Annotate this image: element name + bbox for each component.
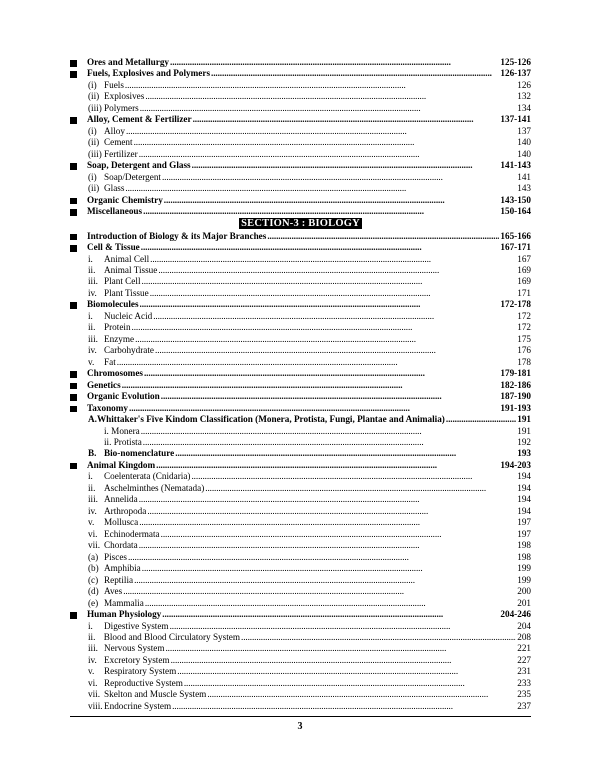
toc-topic-row	[70, 334, 531, 345]
toc-entry-title: Fertilizer	[104, 148, 138, 159]
section-heading	[70, 218, 531, 231]
toc-chapter-row	[70, 206, 531, 217]
toc-entry-number: iv.	[88, 287, 97, 298]
toc-page-range: 208	[517, 631, 531, 642]
toc-entry-title: Glass	[104, 183, 125, 194]
dot-leader	[184, 678, 516, 689]
dot-leader	[153, 311, 516, 322]
toc-entry-title: Alloy, Cement & Fertilizer	[87, 114, 192, 125]
square-bullet-icon	[70, 406, 77, 413]
dot-leader	[161, 391, 500, 402]
dot-leader	[132, 322, 517, 333]
toc-topic-row	[70, 632, 531, 643]
toc-chapter-row	[70, 195, 531, 206]
toc-entry-number: (ii)	[88, 91, 100, 102]
toc-entry-title: Chordata	[104, 540, 138, 551]
toc-topic-row	[70, 322, 531, 333]
dot-leader	[122, 380, 500, 391]
toc-page-range: 199	[517, 574, 531, 585]
toc-chapter-row	[70, 57, 531, 68]
toc-chapter-row	[70, 68, 531, 79]
toc-entry-number: (i)	[88, 171, 97, 182]
toc-page-range: 141-143	[500, 160, 531, 171]
toc-page-range: 233	[517, 677, 531, 688]
toc-page-range: 125-126	[500, 57, 531, 67]
dot-leader	[129, 403, 499, 414]
toc-page-range: 235	[517, 689, 531, 700]
toc-entry-number: vii.	[88, 689, 100, 700]
dot-leader	[140, 103, 517, 114]
square-bullet-icon	[70, 117, 77, 124]
toc-entry-title: Animal Tissue	[104, 264, 158, 275]
toc-topic-row	[70, 357, 531, 368]
dot-leader	[134, 575, 516, 586]
dot-leader	[165, 643, 516, 654]
toc-entry-title: Mollusca	[104, 517, 139, 528]
toc-page-range: 134	[517, 102, 531, 113]
toc-topic-row	[70, 701, 531, 712]
toc-page-range: 227	[517, 654, 531, 665]
section-heading-label: SECTION-3 : BIOLOGY	[241, 217, 360, 229]
toc-topic-row	[70, 655, 531, 666]
toc-entry-number: (i)	[88, 79, 97, 90]
toc-entry-title: Endocrine System	[104, 700, 172, 711]
toc-entry-title: Protein	[104, 322, 131, 333]
toc-entry-title: Bio-nomenclature	[104, 448, 175, 459]
square-bullet-icon	[70, 612, 77, 619]
toc-page-range: 169	[517, 276, 531, 287]
toc-topic-row	[70, 483, 531, 494]
toc-page-range: 191-193	[500, 402, 531, 413]
dot-leader	[135, 334, 516, 345]
toc-page-range: 172	[517, 310, 531, 321]
dot-leader	[117, 357, 516, 368]
toc-topic-row	[70, 575, 531, 586]
dot-leader	[144, 368, 499, 379]
toc-page-range: 143-150	[500, 194, 531, 205]
toc-entry-title: Soap, Detergent and Glass	[87, 160, 191, 171]
toc-entry-number: iv.	[88, 654, 97, 665]
toc-entry-number: iii.	[88, 494, 98, 505]
square-bullet-icon	[70, 245, 77, 252]
dot-leader	[175, 448, 516, 459]
toc-entry-number: A.	[88, 414, 97, 425]
toc-page-range: 143	[517, 183, 531, 194]
toc-entry-title: Soap/Detergent	[104, 171, 161, 182]
dot-leader	[145, 598, 516, 609]
dot-leader	[267, 231, 499, 242]
toc-entry-number: (i)	[88, 125, 97, 136]
toc-page-range: 191	[517, 425, 531, 436]
toc-page-range: 167	[517, 253, 531, 264]
toc-topic-row	[70, 494, 531, 505]
toc-entry-title: Explosives	[104, 91, 145, 102]
toc-entry-title: ii. Protista	[104, 437, 142, 447]
toc-entry-number: i.	[88, 471, 93, 482]
toc-page-range: 140	[517, 148, 531, 159]
dot-leader	[155, 345, 516, 356]
toc-entry-number: (e)	[88, 597, 99, 608]
toc-topic-row	[70, 183, 531, 194]
toc-page-range: 200	[517, 586, 531, 597]
toc-page-range: 187-190	[500, 391, 531, 402]
toc-entry-title: Fuels, Explosives and Polymers	[87, 68, 211, 79]
toc-chapter-row	[70, 609, 531, 620]
toc-entry-title: Fuels	[104, 79, 124, 90]
dot-leader	[446, 414, 516, 425]
toc-entry-number: i.	[88, 310, 93, 321]
toc-chapter-row	[70, 231, 531, 242]
toc-page-range: 182-186	[500, 379, 531, 390]
toc-page-range: 141	[517, 171, 531, 182]
toc-entry-title: Genetics	[87, 379, 121, 390]
dot-leader	[207, 689, 516, 700]
dot-leader	[139, 517, 516, 528]
dot-leader	[139, 494, 517, 505]
toc-chapter-row	[70, 114, 531, 125]
toc-page-range: 193	[517, 448, 531, 459]
toc-entry-title: Fat	[104, 356, 116, 367]
toc-topic-row	[70, 80, 531, 91]
toc-entry-number: i.	[88, 253, 93, 264]
toc-entry-title: Animal Cell	[104, 253, 150, 264]
toc-page-range: 192	[517, 437, 531, 447]
toc-topic-row	[70, 643, 531, 654]
toc-topic-row	[70, 414, 531, 425]
toc-entry-number: v.	[88, 666, 95, 677]
toc-page-range: 191	[517, 414, 531, 425]
toc-topic-row	[70, 103, 531, 114]
toc-topic-row	[70, 678, 531, 689]
toc-entry-number: (ii)	[88, 183, 100, 194]
toc-topic-row	[70, 448, 531, 459]
toc-chapter-row	[70, 403, 531, 414]
toc-chapter-row	[70, 391, 531, 402]
square-bullet-icon	[70, 209, 77, 216]
toc-page-range: 194	[517, 482, 531, 493]
toc-page-range: 178	[517, 356, 531, 367]
toc-topic-row	[70, 437, 531, 448]
square-bullet-icon	[70, 463, 77, 470]
toc-topic-row	[70, 288, 531, 299]
dot-leader	[193, 114, 500, 125]
toc-entry-title: Miscellaneous	[87, 206, 143, 217]
toc-entry-number: iii.	[88, 643, 98, 654]
toc-entry-title: Aves	[104, 586, 123, 597]
dot-leader	[161, 529, 517, 540]
toc-entry-title: Cell & Tissue	[87, 242, 140, 253]
square-bullet-icon	[70, 163, 77, 170]
toc-entry-number: v.	[88, 356, 95, 367]
dot-leader	[241, 632, 516, 643]
toc-entry-number: ii.	[88, 482, 96, 493]
toc-entry-title: Digestive System	[104, 620, 169, 631]
toc-chapter-row	[70, 299, 531, 310]
toc-page-range: 194	[517, 505, 531, 516]
toc-page-range: 204-246	[500, 609, 531, 620]
toc-entry-title: Polymers	[104, 102, 139, 113]
toc-page-range: 194	[517, 494, 531, 505]
toc-entry-title: Reptilia	[104, 574, 134, 585]
toc-page-range: 194	[517, 471, 531, 482]
toc-entry-title: Blood and Blood Circulatory System	[103, 631, 241, 642]
square-bullet-icon	[70, 198, 77, 205]
toc-entry-title: Plant Tissue	[104, 287, 149, 298]
dot-leader	[150, 288, 517, 299]
toc-topic-row	[70, 345, 531, 356]
toc-entry-title: Enzyme	[104, 333, 135, 344]
toc-entry-number: vi.	[88, 528, 98, 539]
toc-entry-title: Human Physiology	[87, 609, 162, 620]
toc-entry-number: (d)	[88, 586, 99, 597]
toc-entry-number: v.	[88, 517, 95, 528]
toc-entry-title: Organic Evolution	[87, 391, 160, 402]
toc-topic-row	[70, 666, 531, 677]
toc-page-range: 197	[517, 528, 531, 539]
square-bullet-icon	[70, 371, 77, 378]
toc-page-range: 132	[517, 91, 531, 102]
toc-entry-number: (b)	[88, 563, 99, 574]
dot-leader	[128, 552, 516, 563]
square-bullet-icon	[70, 234, 77, 241]
toc-topic-row	[70, 586, 531, 597]
toc-entry-title: Cement	[104, 137, 133, 148]
toc-entry-title: Introduction of Biology & its Major Branches	[87, 230, 267, 241]
dot-leader	[145, 91, 516, 102]
toc-topic-row	[70, 91, 531, 102]
toc-entry-number: iv.	[88, 505, 97, 516]
toc-entry-number: iii.	[88, 276, 98, 287]
dot-leader	[139, 540, 517, 551]
toc-entry-number: vii.	[88, 540, 100, 551]
dot-leader	[171, 655, 517, 666]
toc-entry-number: i.	[88, 620, 93, 631]
square-bullet-icon	[70, 71, 77, 78]
toc-page-range: 165-166	[500, 230, 531, 241]
toc-topic-row	[70, 598, 531, 609]
toc-page-range: 197	[517, 517, 531, 528]
dot-leader	[147, 506, 516, 517]
toc-page-range: 194-203	[500, 459, 531, 470]
toc-entry-title: Arthropoda	[104, 505, 147, 516]
toc-entry-title: Chromosomes	[87, 368, 143, 379]
toc-entry-title: Nucleic Acid	[104, 310, 153, 321]
toc-page-range: 199	[517, 563, 531, 574]
toc-page-range: 176	[517, 345, 531, 356]
dot-leader	[125, 183, 516, 194]
toc-entry-title: Nervous System	[104, 643, 165, 654]
toc-entry-title: Aschelminthes (Nematada)	[104, 482, 205, 493]
toc-page-range: 221	[517, 643, 531, 654]
toc-entry-title: Ores and Metallurgy	[87, 57, 170, 67]
toc-entry-title: i. Monera	[104, 425, 140, 436]
toc-page-range: 231	[517, 666, 531, 677]
dot-leader	[139, 149, 517, 160]
toc-chapter-row	[70, 368, 531, 379]
toc-entry-number: ii.	[88, 322, 96, 333]
toc-entry-number: ii.	[88, 264, 96, 275]
toc-chapter-row	[70, 380, 531, 391]
toc-topic-row	[70, 265, 531, 276]
toc-page-range: 172	[517, 322, 531, 333]
toc-entry-number: iii.	[88, 333, 98, 344]
dot-leader	[143, 437, 516, 448]
toc-topic-row	[70, 149, 531, 160]
toc-chapter-row	[70, 160, 531, 171]
toc-topic-row	[70, 563, 531, 574]
toc-page-range: 167-171	[500, 242, 531, 253]
toc-entry-title: Amphibia	[104, 563, 141, 574]
toc-topic-row	[70, 426, 531, 437]
square-bullet-icon	[70, 383, 77, 390]
toc-entry-number: B.	[88, 448, 97, 459]
square-bullet-icon	[70, 394, 77, 401]
footer-rule	[70, 716, 531, 717]
dot-leader	[170, 621, 517, 632]
dot-leader	[142, 563, 516, 574]
toc-page-range: 140	[517, 137, 531, 148]
toc-topic-row	[70, 254, 531, 265]
toc-entry-title: Plant Cell	[104, 276, 141, 287]
toc-page-range: 201	[517, 597, 531, 608]
dot-leader	[177, 666, 516, 677]
dot-leader	[211, 68, 499, 79]
dot-leader	[143, 206, 499, 217]
dot-leader	[164, 195, 500, 206]
toc-topic-row	[70, 471, 531, 482]
dot-leader	[134, 137, 517, 148]
table-of-contents	[70, 57, 531, 712]
toc-topic-row	[70, 311, 531, 322]
toc-entry-title: Alloy	[104, 125, 125, 136]
toc-page-range: 137-141	[500, 114, 531, 125]
toc-topic-row	[70, 506, 531, 517]
toc-entry-title: Coelenterata (Cnidaria)	[104, 471, 191, 482]
toc-chapter-row	[70, 242, 531, 253]
dot-leader	[126, 126, 516, 137]
toc-topic-row	[70, 552, 531, 563]
toc-page-range: 126	[517, 79, 531, 90]
dot-leader	[123, 586, 516, 597]
toc-entry-title: Whittaker's Five Kindom Classification (Monera, Protista, Fungi, Plantae and Animalia)	[96, 414, 445, 425]
toc-page-range: 126-137	[500, 68, 531, 79]
toc-page-range: 204	[517, 620, 531, 631]
toc-entry-title: Mammalia	[104, 597, 144, 608]
dot-leader	[158, 265, 516, 276]
toc-page-range: 179-181	[500, 368, 531, 379]
toc-topic-row	[70, 529, 531, 540]
dot-leader	[150, 254, 516, 265]
dot-leader	[125, 80, 516, 91]
page-number: 3	[297, 721, 303, 732]
toc-entry-number: (a)	[88, 551, 99, 562]
toc-chapter-row	[70, 460, 531, 471]
toc-entry-title: Echinodermata	[104, 528, 160, 539]
toc-topic-row	[70, 689, 531, 700]
toc-entry-title: Annelida	[104, 494, 138, 505]
dot-leader	[156, 460, 499, 471]
toc-entry-title: Carbohydrate	[104, 345, 155, 356]
dot-leader	[191, 471, 516, 482]
toc-topic-row	[70, 540, 531, 551]
dot-leader	[142, 276, 517, 287]
toc-entry-title: Reproductive System	[104, 677, 183, 688]
toc-entry-number: viii.	[88, 700, 103, 711]
toc-entry-number: vi.	[88, 677, 98, 688]
toc-entry-title: Skelton and Muscle System	[104, 689, 207, 700]
toc-page-range: 150-164	[500, 206, 531, 217]
toc-entry-title: Taxonomy	[87, 402, 129, 413]
toc-entry-number: (c)	[88, 574, 99, 585]
toc-page-range: 137	[517, 125, 531, 136]
toc-entry-number: (iii)	[88, 102, 102, 113]
square-bullet-icon	[70, 302, 77, 309]
toc-entry-number: (iii)	[88, 148, 102, 159]
toc-page-range: 198	[517, 540, 531, 551]
dot-leader	[205, 483, 516, 494]
dot-leader	[162, 172, 516, 183]
toc-page-range: 171	[517, 287, 531, 298]
toc-topic-row	[70, 517, 531, 528]
dot-leader	[140, 299, 500, 310]
dot-leader	[172, 701, 516, 712]
toc-entry-title: Excretory System	[104, 654, 170, 665]
toc-page-range: 237	[517, 700, 531, 711]
dot-leader	[141, 242, 500, 253]
dot-leader	[170, 57, 499, 68]
toc-entry-title: Pisces	[104, 551, 127, 562]
toc-entry-title: Respiratory System	[104, 666, 177, 677]
dot-leader	[192, 160, 500, 171]
toc-topic-row	[70, 126, 531, 137]
toc-page-range: 172-178	[500, 299, 531, 310]
toc-entry-title: Organic Chemistry	[87, 194, 163, 205]
toc-entry-number: (ii)	[88, 137, 100, 148]
toc-entry-number: ii.	[88, 631, 96, 642]
toc-topic-row	[70, 621, 531, 632]
toc-page-range: 169	[517, 264, 531, 275]
dot-leader	[141, 426, 517, 437]
toc-entry-title: Biomolecules	[87, 299, 139, 310]
toc-topic-row	[70, 276, 531, 287]
toc-entry-number: iv.	[88, 345, 97, 356]
toc-topic-row	[70, 137, 531, 148]
dot-leader	[162, 609, 499, 620]
square-bullet-icon	[70, 60, 77, 67]
toc-entry-title: Animal Kingdom	[87, 459, 156, 470]
toc-topic-row	[70, 172, 531, 183]
toc-page-range: 198	[517, 551, 531, 562]
toc-page-range: 175	[517, 333, 531, 344]
